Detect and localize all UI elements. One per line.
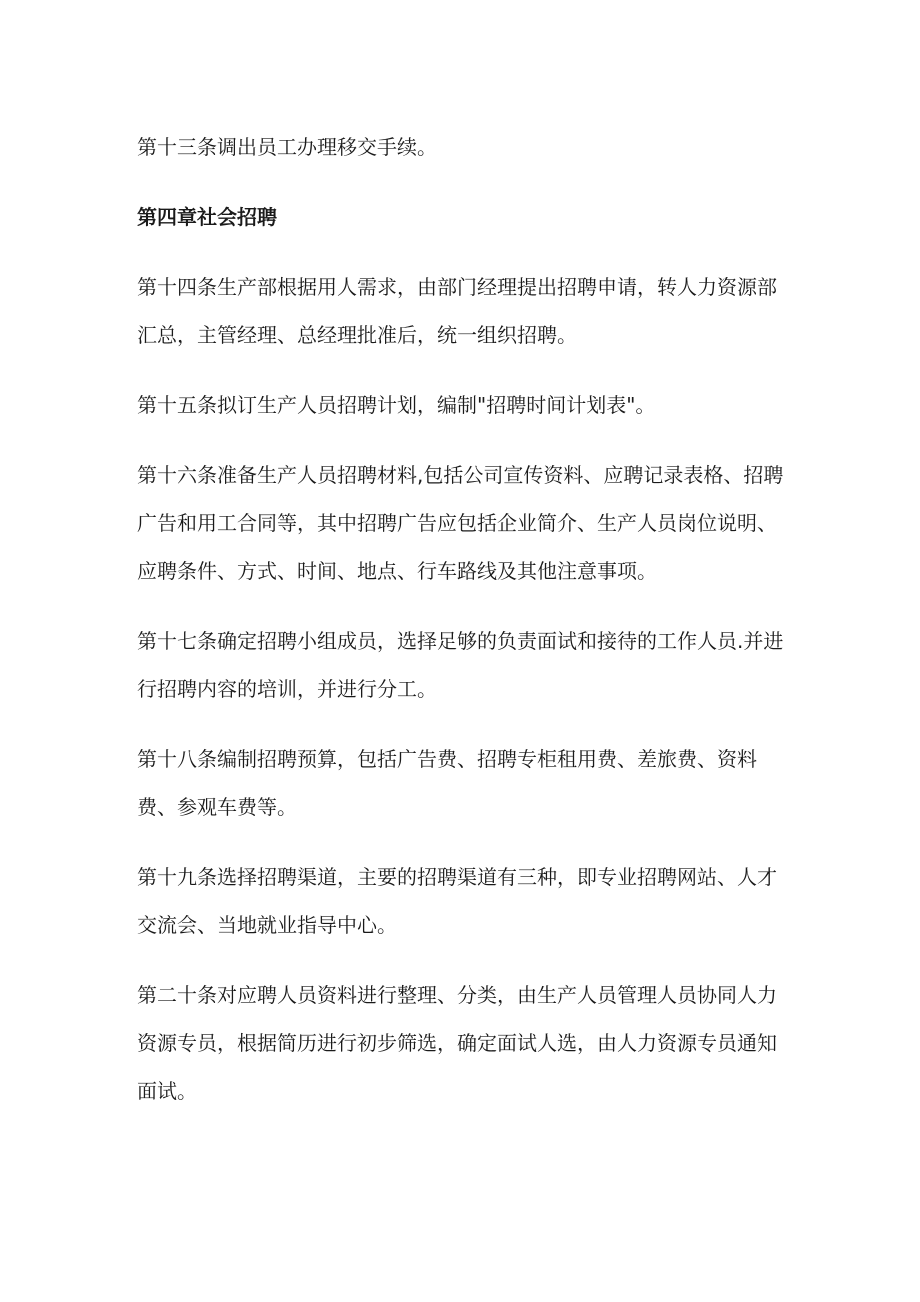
article-20-line-2: 资源专员，根据简历进行初步筛选，确定面试人选，由人力资源专员通知: [137, 1031, 777, 1055]
article-16-line-2: 广告和用工合同等，其中招聘广告应包括企业简介、生产人员岗位说明、: [137, 511, 777, 535]
article-18-line-2: 费、参观车费等。: [137, 795, 297, 819]
article-20-line-1: 第二十条对应聘人员资料进行整理、分类，由生产人员管理人员协同人力: [137, 983, 777, 1007]
article-19-line-2: 交流会、当地就业指导中心。: [137, 913, 397, 937]
article-19-line-1: 第十九条选择招聘渠道，主要的招聘渠道有三种，即专业招聘网站、人才: [137, 865, 777, 889]
article-13-line-1: 第十三条调出员工办理移交手续。: [137, 135, 437, 159]
article-17-line-1: 第十七条确定招聘小组成员，选择足够的负责面试和接待的工作人员.并进: [137, 629, 784, 653]
article-18-line-1: 第十八条编制招聘预算，包括广告费、招聘专柜租用费、差旅费、资料: [137, 747, 757, 771]
article-16-line-3: 应聘条件、方式、时间、地点、行车路线及其他注意事项。: [137, 559, 657, 583]
article-15-line-1: 第十五条拟订生产人员招聘计划，编制"招聘时间计划表"。: [137, 393, 656, 417]
article-20-line-3: 面试。: [137, 1079, 197, 1103]
article-14-line-2: 汇总，主管经理、总经理批准后，统一组织招聘。: [137, 323, 577, 347]
article-16-line-1: 第十六条准备生产人员招聘材料,包括公司宣传资料、应聘记录表格、招聘: [137, 463, 784, 487]
article-14-line-1: 第十四条生产部根据用人需求，由部门经理提出招聘申请，转人力资源部: [137, 275, 777, 299]
chapter-4-heading: 第四章社会招聘: [137, 205, 277, 229]
article-17-line-2: 行招聘内容的培训，并进行分工。: [137, 677, 437, 701]
